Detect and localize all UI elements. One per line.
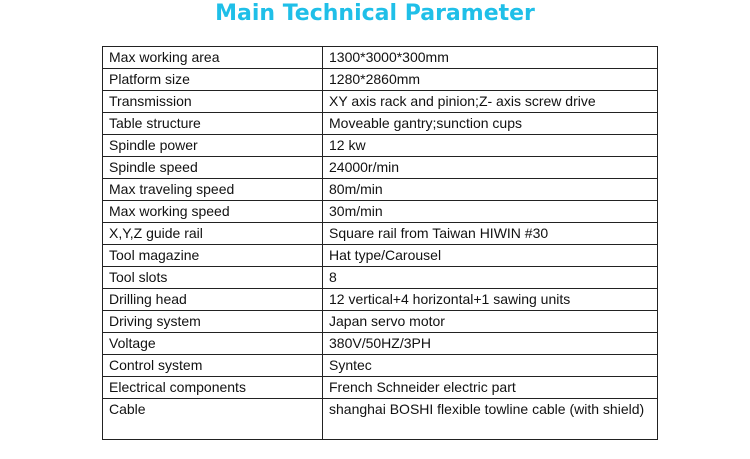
- table-row: [103, 355, 658, 377]
- row-label: Platform size: [103, 69, 323, 91]
- row-label: Tool slots: [103, 267, 323, 289]
- row-value: Square rail from Taiwan HIWIN #30: [323, 223, 658, 245]
- row-value: Moveable gantry;sunction cups: [323, 113, 658, 135]
- table-row: [103, 245, 658, 267]
- row-value: 24000r/min: [323, 157, 658, 179]
- row-label: Transmission: [103, 91, 323, 113]
- table-row: [103, 157, 658, 179]
- row-label: Table structure: [103, 113, 323, 135]
- row-value: shanghai BOSHI flexible towline cable (with shield): [323, 399, 658, 440]
- table-row: [103, 91, 658, 113]
- table-row: [103, 201, 658, 223]
- row-value: Japan servo motor: [323, 311, 658, 333]
- technical-parameter-table: [102, 46, 658, 440]
- table-row: [103, 289, 658, 311]
- table-row: [103, 113, 658, 135]
- row-value: 12 vertical+4 horizontal+1 sawing units: [323, 289, 658, 311]
- row-label: Voltage: [103, 333, 323, 355]
- row-label: Max working speed: [103, 201, 323, 223]
- row-label: Driving system: [103, 311, 323, 333]
- row-label: Cable: [103, 399, 323, 440]
- table-row: [103, 311, 658, 333]
- table-row: [103, 47, 658, 69]
- row-label: Max working area: [103, 47, 323, 69]
- row-label: Tool magazine: [103, 245, 323, 267]
- table-row: [103, 377, 658, 399]
- row-value: 30m/min: [323, 201, 658, 223]
- row-label: Electrical components: [103, 377, 323, 399]
- row-value: 12 kw: [323, 135, 658, 157]
- table-row: [103, 399, 658, 440]
- row-value: 8: [323, 267, 658, 289]
- row-label: Max traveling speed: [103, 179, 323, 201]
- row-label: X,Y,Z guide rail: [103, 223, 323, 245]
- table-row: [103, 267, 658, 289]
- row-value: 1280*2860mm: [323, 69, 658, 91]
- row-value: 1300*3000*300mm: [323, 47, 658, 69]
- row-value: 80m/min: [323, 179, 658, 201]
- table-row: [103, 223, 658, 245]
- row-label: Spindle speed: [103, 157, 323, 179]
- table-row: [103, 179, 658, 201]
- page-title: Main Technical Parameter: [215, 1, 535, 26]
- row-label: Drilling head: [103, 289, 323, 311]
- row-value: 380V/50HZ/3PH: [323, 333, 658, 355]
- table-row: [103, 135, 658, 157]
- row-value: Hat type/Carousel: [323, 245, 658, 267]
- row-value: Syntec: [323, 355, 658, 377]
- table-row: [103, 333, 658, 355]
- row-value: XY axis rack and pinion;Z- axis screw drive: [323, 91, 658, 113]
- row-label: Spindle power: [103, 135, 323, 157]
- table-row: [103, 69, 658, 91]
- row-value: French Schneider electric part: [323, 377, 658, 399]
- row-label: Control system: [103, 355, 323, 377]
